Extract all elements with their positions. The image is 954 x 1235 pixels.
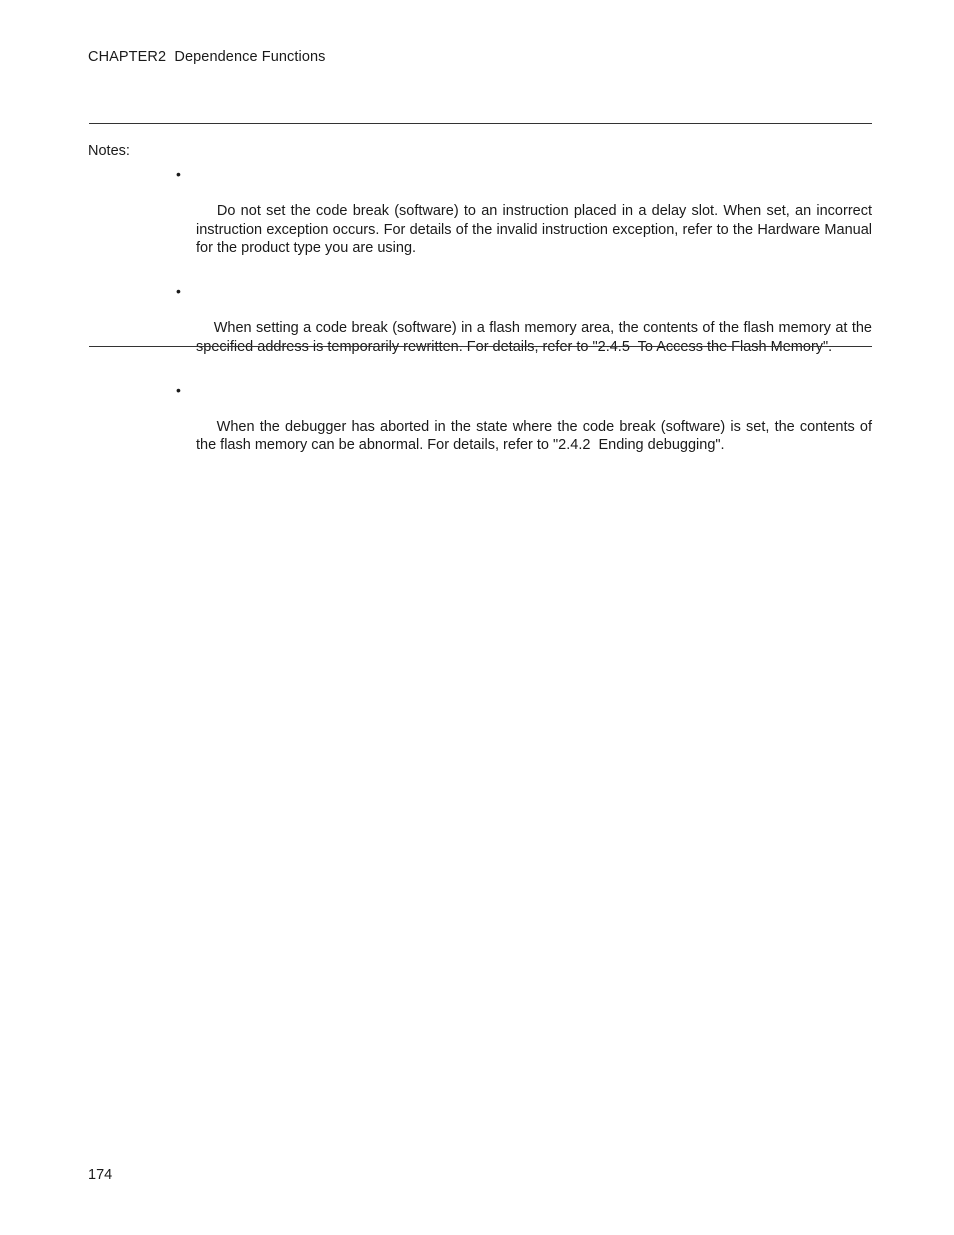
note-text: When setting a code break (software) in a flash memory area, the contents of the flash memory at the specified address is temporarily rewritten. For details, refer to "2.4.5 To Access the Flash Memory". xyxy=(196,320,877,355)
bullet-icon: • xyxy=(176,381,181,398)
note-item xyxy=(176,282,877,375)
notes-top-rule xyxy=(89,123,872,124)
page-number: 174 xyxy=(88,1167,113,1183)
running-header: CHAPTER2 Dependence Functions xyxy=(88,49,326,65)
note-text: Do not set the code break (software) to an instruction placed in a delay slot. When set, an incorrect instruction exception occurs. For details of the invalid instruction exception, refer to the Hardware Manual for the product type you are using. xyxy=(196,203,877,256)
notes-bottom-rule xyxy=(89,346,872,347)
note-item xyxy=(176,165,877,276)
note-text: When the debugger has aborted in the state where the code break (software) is set, the contents of the flash memory can be abnormal. For details, refer to "2.4.2 Ending debugging". xyxy=(196,418,877,453)
note-item xyxy=(176,381,877,474)
bullet-icon: • xyxy=(176,166,181,182)
notes-heading: Notes: xyxy=(88,143,130,159)
bullet-icon: • xyxy=(176,283,181,299)
notes-list xyxy=(176,165,877,479)
